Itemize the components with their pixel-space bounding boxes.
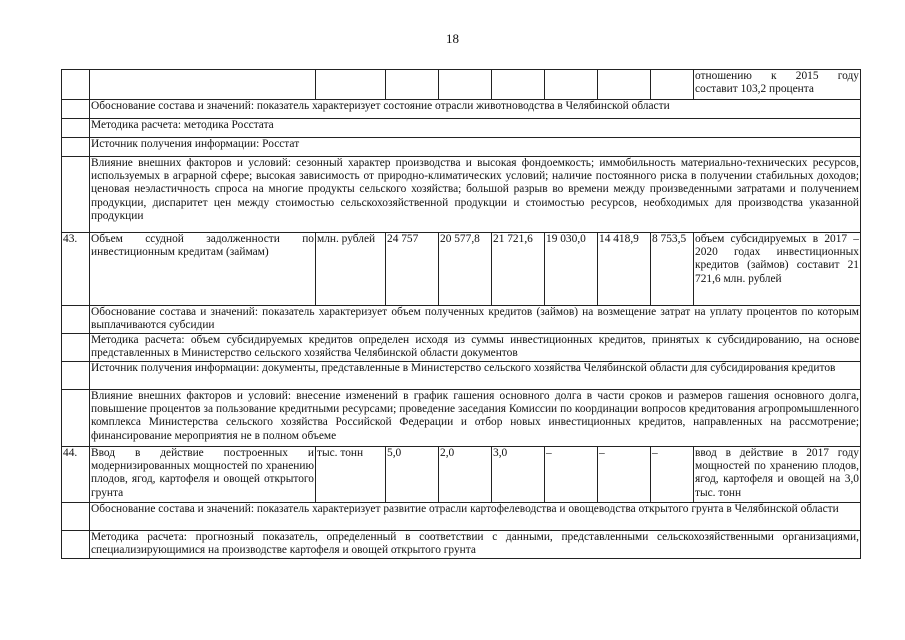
justification-cell: Обоснование состава и значений: показатель характеризует развитие отрасли картофелеводства и овощеводства открытого грунта в Челябинской области	[90, 503, 861, 531]
cell-empty	[492, 70, 545, 100]
table-row	[62, 233, 861, 306]
method-cell: Методика расчета: методика Росстата	[90, 119, 861, 138]
justification-cell: Обоснование состава и значений: показатель характеризует состояние отрасли животноводства в Челябинской области	[90, 100, 861, 119]
value-cell: –	[598, 447, 651, 503]
value-cell: 8 753,5	[651, 233, 694, 306]
result-cell: объем субсидируемых в 2017 – 2020 годах инвестиционных кредитов (займов) составит 21 721,6 млн. рублей	[694, 233, 861, 306]
value-cell: 3,0	[492, 447, 545, 503]
value-cell: 19 030,0	[545, 233, 598, 306]
cell-empty	[62, 503, 90, 531]
cell-empty	[439, 70, 492, 100]
table-row	[62, 362, 861, 390]
cell-empty	[62, 531, 90, 559]
result-text: составит 103,2 процента	[695, 83, 814, 96]
cell-empty	[598, 70, 651, 100]
source-cell: Источник получения информации: документы, представленные в Министерство сельского хозяйства Челябинской области для субсидирования кредитов	[90, 362, 861, 390]
table-row	[62, 138, 861, 157]
table-row	[62, 119, 861, 138]
table-row	[62, 306, 861, 334]
table-row	[62, 157, 861, 233]
row-number: 44.	[62, 447, 90, 503]
cell-empty	[62, 100, 90, 119]
value-cell: 21 721,6	[492, 233, 545, 306]
cell-empty	[90, 70, 316, 100]
indicators-table	[61, 69, 861, 559]
value-cell: 20 577,8	[439, 233, 492, 306]
table-row	[62, 70, 861, 100]
factors-cell: Влияние внешних факторов и условий: сезонный характер производства и высокая фондоемкость; иммобильность материально-технических ресурсов, используемых в аграрной сфере; высокая зависимость от природно-климатических условий; наличие постоянного риска в получении стабильных доходов; ценовая неэластичность спроса на многие продукты сельского хозяйства; большой разрыв во времени между произведенными затратами и получением продукции, диспаритет цен между стоимостью сельскохозяйственной продукции и стоимостью ресурсов, необходимых для производства указанной продукции	[90, 157, 861, 233]
cell-empty	[316, 70, 386, 100]
table-row	[62, 447, 861, 503]
cell-empty	[62, 306, 90, 334]
unit-cell: млн. рублей	[316, 233, 386, 306]
table-row	[62, 503, 861, 531]
justification-cell: Обоснование состава и значений: показатель характеризует объем полученных кредитов (займов) на возмещение затрат на уплату процентов по которым выплачиваются субсидии	[90, 306, 861, 334]
cell-empty	[62, 138, 90, 157]
cell-empty	[62, 157, 90, 233]
result-cell	[694, 70, 861, 100]
value-cell: 5,0	[386, 447, 439, 503]
value-cell: 24 757	[386, 233, 439, 306]
cell-empty	[62, 362, 90, 390]
method-cell: Методика расчета: прогнозный показатель, определенный в соответствии с данными, представленными сельскохозяйственными организациями, специализирующимися на производстве картофеля и овощей открытого грунта	[90, 531, 861, 559]
unit-cell: тыс. тонн	[316, 447, 386, 503]
cell-empty	[62, 70, 90, 100]
value-cell: –	[545, 447, 598, 503]
value-cell: –	[651, 447, 694, 503]
table-row	[62, 390, 861, 447]
indicator-name: Ввод в действие построенных и модернизированных мощностей по хранению плодов, ягод, картофеля и овощей открытого грунта	[90, 447, 316, 503]
cell-empty	[62, 390, 90, 447]
table-row	[62, 334, 861, 362]
cell-empty	[62, 334, 90, 362]
page-number: 18	[446, 31, 459, 46]
cell-empty	[386, 70, 439, 100]
method-cell: Методика расчета: объем субсидируемых кредитов определен исходя из суммы инвестиционных кредитов, принятых к субсидированию, на основе представленных в Министерство сельского хозяйства Челябинской области документов	[90, 334, 861, 362]
cell-empty	[651, 70, 694, 100]
table-row	[62, 100, 861, 119]
cell-empty	[545, 70, 598, 100]
cell-empty	[62, 119, 90, 138]
result-text: отношению к 2015 году	[695, 70, 859, 82]
row-number: 43.	[62, 233, 90, 306]
indicator-name: Объем ссудной задолженности по инвестиционным кредитам (займам)	[90, 233, 316, 306]
table-row	[62, 531, 861, 559]
value-cell: 2,0	[439, 447, 492, 503]
source-cell: Источник получения информации: Росстат	[90, 138, 861, 157]
result-cell: ввод в действие в 2017 году мощностей по хранению плодов, ягод, картофеля и овощей на 3,0 тыс. тонн	[694, 447, 861, 503]
factors-cell: Влияние внешних факторов и условий: внесение изменений в график гашения основного долга в части сроков и размеров гашения основного долга, повышение процентов за пользование кредитными ресурсами; проведение заседания Комиссии по координации вопросов кредитования агропромышленного комплекса Министерства сельского хозяйства Российской Федерации и отбор новых инвестиционных кредитов, направленных на рассмотрение; финансирование мероприятия не в полном объеме	[90, 390, 861, 447]
value-cell: 14 418,9	[598, 233, 651, 306]
